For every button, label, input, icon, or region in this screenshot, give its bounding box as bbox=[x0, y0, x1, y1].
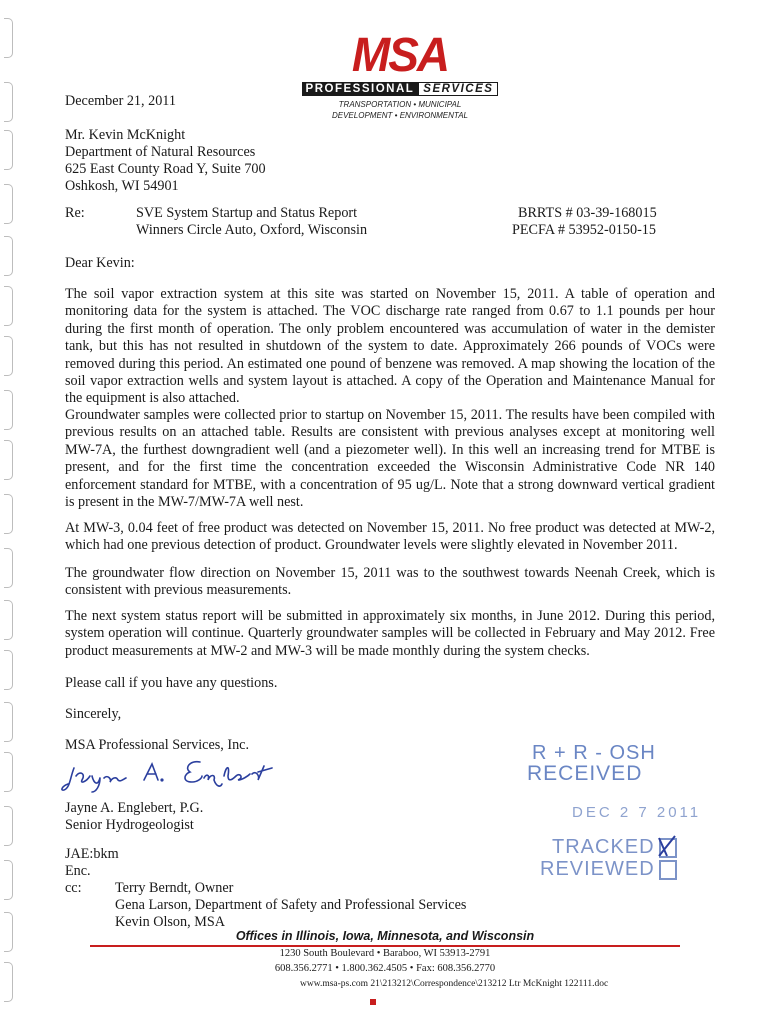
services-label: SERVICES bbox=[418, 82, 498, 96]
cc-line-2: Gena Larson, Department of Safety and Professional Services bbox=[115, 897, 467, 913]
footer-file-path: www.msa-ps.com 21\213212\Correspondence\213212 Ltr McKnight 122111.doc bbox=[300, 979, 609, 989]
company-name: MSA Professional Services, Inc. bbox=[65, 737, 250, 753]
footer-red-square bbox=[370, 999, 376, 1005]
stamp-date: DEC 2 7 2011 bbox=[572, 804, 702, 821]
professional-services-bar bbox=[305, 82, 494, 96]
stamp-reviewed bbox=[540, 858, 677, 881]
footer-address: 1230 South Boulevard • Baraboo, WI 53913-2791 bbox=[279, 948, 491, 959]
stamp-checkbox-checked-icon bbox=[659, 838, 677, 858]
professional-label: PROFESSIONAL bbox=[302, 82, 419, 96]
cc-line-3: Kevin Olson, MSA bbox=[115, 914, 225, 930]
paragraph-groundwater-samples: Groundwater samples were collected prior to startup on November 15, 2011. The results have been compiled with previous results on an attached table. Results are consistent with previous analyses except at monitoring well MW-7A, the furthest downgradient well (and a piezometer well). In this well an increasing trend for MTBE is present, and for the first time the concentration exceeded the Wisconsin Administrative Code NR 140 enforcement standard for MTBE, with a concentration of 95 ug/L. Note that a strong downward vertical gradient is present in the MW-7/MW-7A well nest. bbox=[65, 407, 715, 511]
re-label: Re: bbox=[65, 205, 85, 221]
typist-initials: JAE:bkm bbox=[65, 846, 119, 862]
tagline-line-1: TRANSPORTATION • MUNICIPAL bbox=[338, 100, 462, 109]
re-ref-pecfa: PECFA # 53952-0150-15 bbox=[512, 222, 656, 238]
enclosure: Enc. bbox=[65, 863, 91, 879]
cc-line-1: Terry Berndt, Owner bbox=[115, 880, 234, 896]
recipient-city: Oshkosh, WI 54901 bbox=[65, 178, 179, 194]
tagline-line-2: DEVELOPMENT • ENVIRONMENTAL bbox=[331, 111, 468, 120]
re-subject-1: SVE System Startup and Status Report bbox=[136, 205, 358, 221]
recipient-name: Mr. Kevin McKnight bbox=[65, 127, 186, 143]
stamp-reviewed-label: REVIEWED bbox=[540, 858, 655, 880]
paragraph-system-startup: The soil vapor extraction system at this site was started on November 15, 2011. A table of operation and monitoring data for the system is attached. The VOC discharge rate ranged from 0.67 to 1.1 pounds per hour during the first month of operation. The only problem encountered was accumulation of water in the demister tank, but this has not resulted in shutdown of the system to date. Approximately 266 pounds of VOCs were removed during this period. An estimated one pound of benzene was removed. A map showing the location of the soil vapor extraction wells and system layout is attached. A copy of the Operation and Maintenance Manual for the equipment is also attached. bbox=[65, 286, 715, 407]
stamp-tracked-label: TRACKED bbox=[552, 836, 655, 858]
closing: Sincerely, bbox=[65, 706, 122, 722]
re-subject-2: Winners Circle Auto, Oxford, Wisconsin bbox=[136, 222, 368, 238]
stamp-received: RECEIVED bbox=[527, 762, 643, 785]
paragraph-questions: Please call if you have any questions. bbox=[65, 675, 278, 691]
paragraph-next-report: The next system status report will be submitted in approximately six months, in June 2012. During this period, system operation will continue. Quarterly groundwater samples will be collected in February and May 2012. Free product measurements at MW-2 and MW-3 will be made monthly during the system checks. bbox=[65, 608, 715, 659]
recipient-street: 625 East County Road Y, Suite 700 bbox=[65, 161, 266, 177]
stamp-office: R + R - OSH bbox=[532, 742, 656, 764]
stamp-checkbox-empty-icon bbox=[659, 860, 677, 880]
msa-logo: MSA bbox=[351, 26, 449, 82]
handwritten-signature bbox=[60, 756, 290, 796]
cc-label: cc: bbox=[65, 880, 82, 896]
recipient-org: Department of Natural Resources bbox=[65, 144, 256, 160]
paragraph-flow-direction: The groundwater flow direction on November 15, 2011 was to the southwest towards Neenah Creek, which is consistent with previous measurements. bbox=[65, 565, 715, 599]
footer-rule bbox=[90, 945, 680, 947]
footer-offices: Offices in Illinois, Iowa, Minnesota, and Wisconsin bbox=[235, 929, 535, 943]
letter-date: December 21, 2011 bbox=[65, 93, 176, 109]
letterhead bbox=[305, 26, 494, 121]
re-ref-brrts: BRRTS # 03-39-168015 bbox=[518, 205, 657, 221]
salutation: Dear Kevin: bbox=[65, 255, 135, 271]
footer-phones: 608.356.2771 • 1.800.362.4505 • Fax: 608.356.2770 bbox=[274, 963, 496, 974]
paragraph-free-product: At MW-3, 0.04 feet of free product was detected on November 15, 2011. No free product was detected at MW-2, which had one previous detection of product. Groundwater levels were slightly elevated in November 2011. bbox=[65, 520, 715, 554]
signer-name: Jayne A. Englebert, P.G. bbox=[65, 800, 204, 816]
signer-title: Senior Hydrogeologist bbox=[65, 817, 194, 833]
stamp-tracked bbox=[552, 836, 677, 859]
tagline bbox=[310, 99, 490, 121]
